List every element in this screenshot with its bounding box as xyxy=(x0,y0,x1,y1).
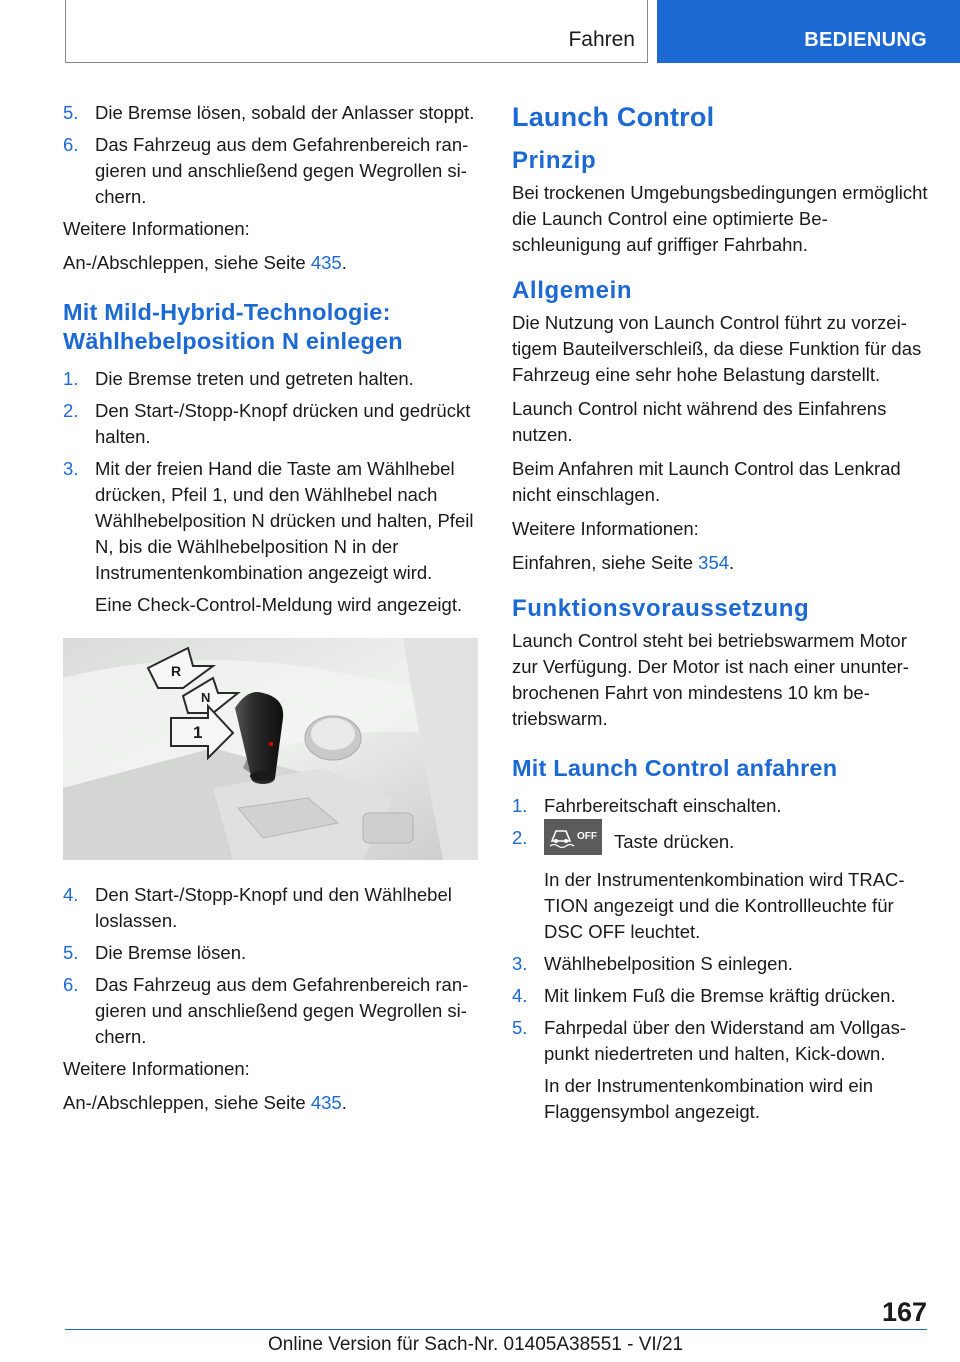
paragraph: Bei trockenen Umgebungsbedingungen ermöglicht die Launch Control eine optimierte Beschleunigung auf griffiger Fahrbahn. xyxy=(512,182,928,255)
paragraph: Launch Control nicht während des Einfahrens nutzen. xyxy=(512,398,887,445)
step-text: Die Bremse treten und getreten halten. xyxy=(95,368,414,389)
section-heading: Mit Launch Control anfahren xyxy=(512,755,838,781)
step-text: Wählhebelposition S einlegen. xyxy=(544,953,793,974)
step-number: 1. xyxy=(512,795,528,816)
step-subtext: Eine Check-Control-Meldung wird angezeigt. xyxy=(95,594,463,615)
page-link[interactable]: 435 xyxy=(310,1092,342,1113)
reference-line: An-/Abschleppen, siehe Seite 435. xyxy=(63,252,347,273)
arrow-label-r: R xyxy=(171,663,182,679)
list-item xyxy=(512,825,930,945)
arrow-label-n: N xyxy=(201,690,211,705)
page-number: 167 xyxy=(881,1297,927,1327)
gear-selector-illustration xyxy=(63,638,478,860)
step-text: Das Fahrzeug aus dem Gefahrenbereich rangieren und anschließend gegen Wegrollen sichern. xyxy=(95,974,469,1047)
info-label: Weitere Informationen: xyxy=(63,1058,250,1079)
left-column xyxy=(63,100,478,1124)
list-item xyxy=(63,972,478,1050)
step-number: 1. xyxy=(63,368,79,389)
step-text: Fahrbereitschaft einschalten. xyxy=(544,795,782,816)
list-item xyxy=(512,1015,930,1125)
reference-line: An-/Abschleppen, siehe Seite 435. xyxy=(63,1092,347,1113)
step-subtext: In der Instrumentenkombination wird ein Flaggensymbol angezeigt. xyxy=(544,1075,874,1122)
step-number: 2. xyxy=(512,827,528,848)
page-link[interactable]: 435 xyxy=(310,252,342,273)
gear-lever-illustration xyxy=(63,638,478,860)
step-text: Den Start-/Stopp-Knopf und den Wählhebel loslassen. xyxy=(95,884,452,931)
list-item xyxy=(63,456,478,618)
section-heading: Prinzip xyxy=(512,147,597,174)
section-heading: Allgemein xyxy=(512,277,633,304)
step-number: 3. xyxy=(63,458,79,479)
step-number: 4. xyxy=(63,884,79,905)
reference-text: An-/Abschleppen, siehe Seite xyxy=(63,252,311,273)
step-text: Die Bremse lösen. xyxy=(95,942,247,963)
list-item xyxy=(63,398,478,450)
list-item xyxy=(63,100,478,126)
list-item xyxy=(63,882,478,934)
list-item xyxy=(512,793,930,819)
right-column xyxy=(512,100,930,1131)
footer-divider xyxy=(65,1329,927,1330)
info-label: Weitere Informationen: xyxy=(63,218,250,239)
step-text: Die Bremse lösen, sobald der Anlasser stoppt. xyxy=(95,102,475,123)
step-number: 4. xyxy=(512,985,528,1006)
step-number: 2. xyxy=(63,400,79,421)
list-item xyxy=(63,132,478,210)
chapter-tab-label: BEDIENUNG xyxy=(804,29,927,51)
step-number: 6. xyxy=(63,974,79,995)
footer-version-text: Online Version für Sach-Nr. 01405A38551 - VI/21 xyxy=(268,1334,684,1355)
step-number: 5. xyxy=(63,102,79,123)
header-section-box xyxy=(65,0,648,63)
step-text: Mit linkem Fuß die Bremse kräftig drücken. xyxy=(544,985,896,1006)
paragraph: Beim Anfahren mit Launch Control das Lenkrad nicht einschlagen. xyxy=(512,458,901,505)
reference-text: Einfahren, siehe Seite xyxy=(512,552,699,573)
step-text: Das Fahrzeug aus dem Gefahrenbereich rangieren und anschließend gegen Wegrollen sichern. xyxy=(95,134,469,207)
step-number: 6. xyxy=(63,134,79,155)
paragraph: Die Nutzung von Launch Control führt zu vorzeitigem Bauteilverschleiß, da diese Funktion für das Fahrzeug eine sehr hohe Belastung darstellt. xyxy=(512,312,922,385)
step-number: 3. xyxy=(512,953,528,974)
section-title: Fahren xyxy=(568,28,635,51)
section-heading: Mit Mild-Hybrid-Technologie: Wählhebelposition N einlegen xyxy=(63,299,403,354)
section-heading: Funktionsvoraussetzung xyxy=(512,595,810,622)
list-item xyxy=(512,951,930,977)
step-text: Den Start-/Stopp-Knopf drücken und gedrückt halten. xyxy=(95,400,471,447)
dsc-off-label: OFF xyxy=(577,831,597,842)
list-item xyxy=(512,983,930,1009)
chapter-title: Launch Control xyxy=(512,102,715,132)
step-text: Mit der freien Hand die Taste am Wählhebel drücken, Pfeil 1, und den Wählhebel nach Wählhebelposition N drücken und halten, Pfeil N, bis die Wählhebelposition N in der Instrumentenkombination angezeigt wird. xyxy=(95,458,474,583)
arrow-label-1: 1 xyxy=(193,723,203,742)
step-number: 5. xyxy=(63,942,79,963)
list-item xyxy=(63,366,478,392)
paragraph: Launch Control steht bei betriebswarmem Motor zur Verfügung. Der Motor ist nach einer ununterbrochenen Fahrt von mindestens 10 km betriebswarm. xyxy=(512,630,909,729)
step-subtext: In der Instrumentenkombination wird TRACTION angezeigt und die Kontrollleuchte für DSC OFF leuchtet. xyxy=(544,869,905,942)
list-item xyxy=(63,940,478,966)
step-text: Taste drücken. xyxy=(614,830,735,852)
reference-line: Einfahren, siehe Seite 354. xyxy=(512,552,735,573)
step-text: Fahrpedal über den Widerstand am Vollgaspunkt niedertreten und halten, Kick-down. xyxy=(544,1017,906,1064)
info-label: Weitere Informationen: xyxy=(512,518,699,539)
page-link[interactable]: 354 xyxy=(698,552,730,573)
dsc-off-icon xyxy=(544,819,602,855)
reference-text: An-/Abschleppen, siehe Seite xyxy=(63,1092,311,1113)
step-number: 5. xyxy=(512,1017,528,1038)
chapter-tab[interactable] xyxy=(657,0,960,63)
